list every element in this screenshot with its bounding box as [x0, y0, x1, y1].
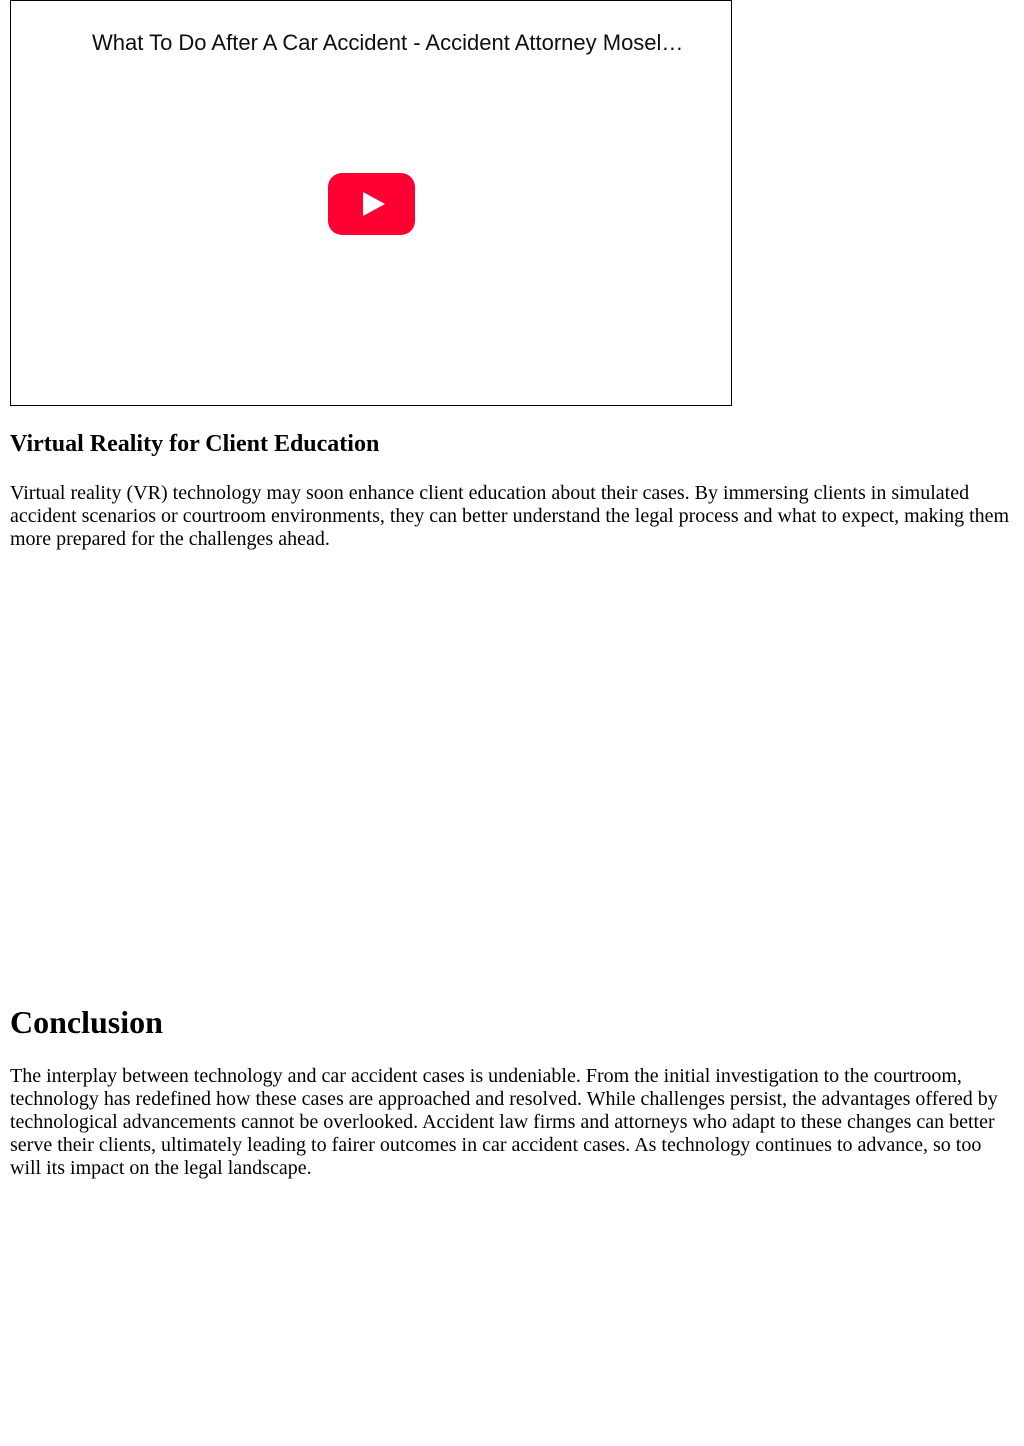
youtube-play-icon[interactable]	[328, 173, 415, 235]
section-paragraph: Virtual reality (VR) technology may soon enhance client education about their cases. By immersing clients in simulated accident scenarios or courtroom environments, they can better understand the legal process and what to expect, making them more prepared for the challenges ahead.	[10, 482, 1010, 550]
video-embed[interactable]	[10, 0, 732, 406]
section-heading: Virtual Reality for Client Education	[10, 431, 380, 457]
conclusion-heading: Conclusion	[10, 1004, 163, 1040]
play-triangle-icon	[363, 192, 385, 216]
conclusion-paragraph: The interplay between technology and car accident cases is undeniable. From the initial investigation to the courtroom, technology has redefined how these cases are approached and resolved. While challenges persist, the advantages offered by technological advancements cannot be overlooked. Accident law firms and attorneys who adapt to these changes can better serve their clients, ultimately leading to fairer outcomes in car accident cases. As technology continues to advance, so too will its impact on the legal landscape.	[10, 1065, 998, 1179]
video-title[interactable]: What To Do After A Car Accident - Accident Attorney Mosel…	[92, 30, 684, 55]
